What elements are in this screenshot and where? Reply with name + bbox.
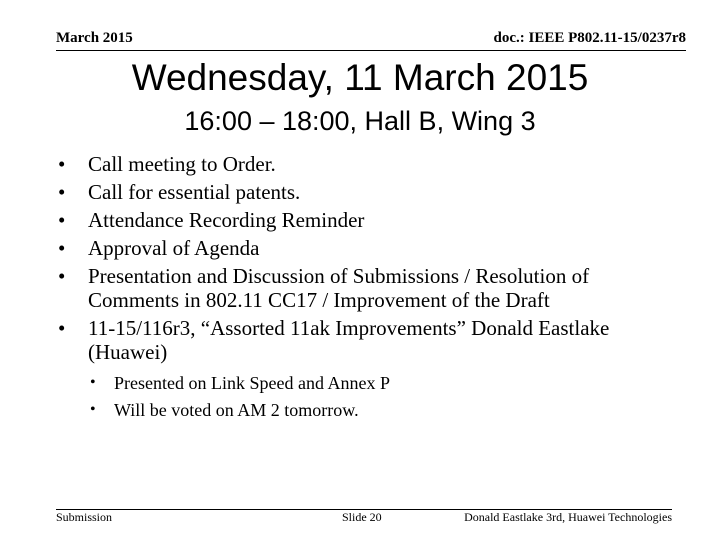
agenda-item <box>58 208 678 232</box>
bullet-icon: • <box>58 236 66 260</box>
agenda-item <box>58 264 678 312</box>
slide-subtitle: 16:00 – 18:00, Hall B, Wing 3 <box>184 106 536 136</box>
header-date: March 2015 <box>56 30 133 46</box>
bullet-icon: • <box>58 264 66 288</box>
bullet-icon: • <box>58 152 66 176</box>
header-divider <box>56 50 686 51</box>
agenda-sub-item <box>90 398 650 422</box>
agenda-item-text: Approval of Agenda <box>88 236 260 260</box>
agenda-sub-item <box>90 371 650 395</box>
bullet-icon: • <box>90 401 96 418</box>
agenda-item-text: Call meeting to Order. <box>88 152 276 176</box>
bullet-icon: • <box>58 316 66 340</box>
slide-title: Wednesday, 11 March 2015 <box>131 57 589 98</box>
agenda-item-text: 11-15/116r3, “Assorted 11ak Improvements” Donald Eastlake (Huawei) <box>88 316 610 364</box>
footer-slide-number: Slide 20 <box>342 510 382 524</box>
bullet-icon: • <box>58 208 66 232</box>
footer-submission: Submission <box>56 510 113 524</box>
agenda-item-text: Call for essential patents. <box>88 180 301 204</box>
bullet-icon: • <box>58 180 66 204</box>
agenda-item <box>58 236 678 260</box>
agenda-sub-item-text: Presented on Link Speed and Annex P <box>114 373 390 393</box>
agenda-item-text: Presentation and Discussion of Submissions / Resolution of Comments in 802.11 CC17 / Improvement of the Draft <box>88 264 590 312</box>
footer-author: Donald Eastlake 3rd, Huawei Technologies <box>464 510 672 524</box>
agenda-sub-item-text: Will be voted on AM 2 tomorrow. <box>114 400 359 420</box>
agenda-item <box>58 180 678 204</box>
bullet-icon: • <box>90 374 96 391</box>
agenda-item-text: Attendance Recording Reminder <box>88 208 365 232</box>
agenda-item <box>58 152 678 176</box>
agenda-list <box>58 152 678 368</box>
header-doc-id: doc.: IEEE P802.11-15/0237r8 <box>493 30 686 46</box>
agenda-item <box>58 316 678 364</box>
agenda-sub-list <box>90 371 650 425</box>
